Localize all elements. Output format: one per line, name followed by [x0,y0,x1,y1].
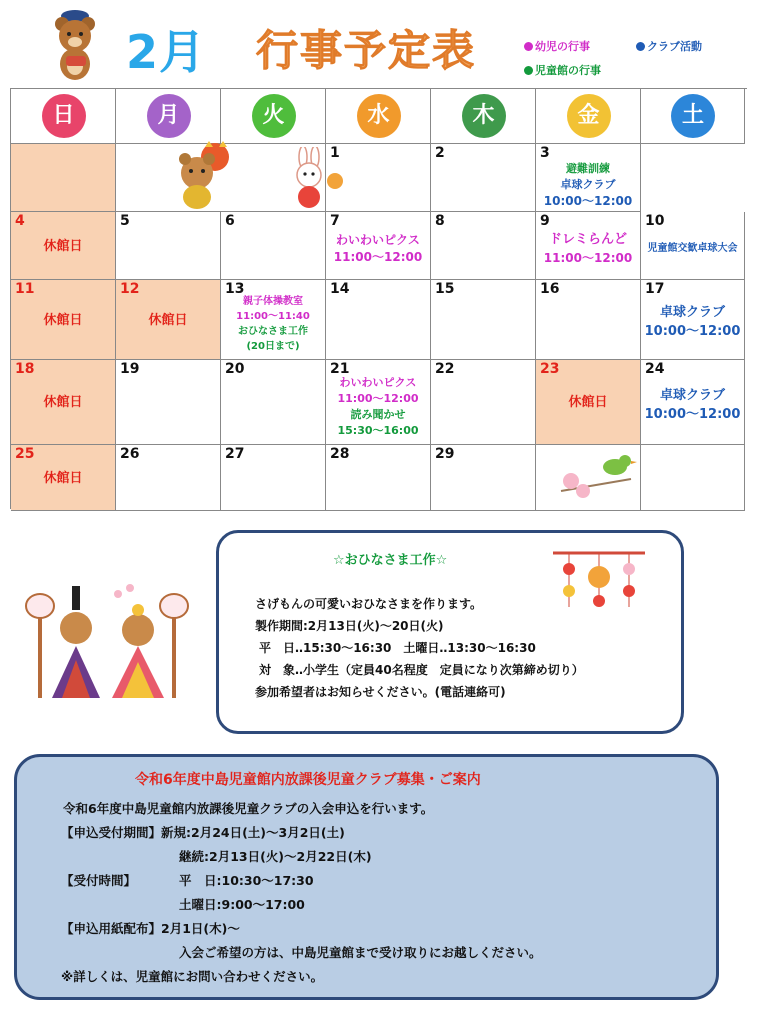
closed-day-label: 休館日 [43,395,83,410]
day-number: 1 [330,145,340,161]
day-number: 4 [15,213,25,229]
event-text: 読み聞かせ [350,408,406,421]
event-text: 10:00～12:00 [644,324,741,339]
day-number: 14 [330,281,350,297]
calendar-day-cell [326,212,431,280]
hina-contact-line: 参加希望者はお知らせください。(電話連絡可) [255,685,506,699]
calendar-day-cell [326,360,431,445]
calendar-day-cell [641,212,745,280]
day-number: 11 [15,281,35,297]
event-text: 卓球クラブ [560,178,616,191]
day-number: 6 [225,213,235,229]
day-number: 17 [645,281,665,297]
calendar-day-cell [221,212,326,280]
calendar-day-cell [536,360,641,445]
calendar-day-cell [536,144,641,212]
legend-dot-icon [524,42,533,51]
closed-day-label: 休館日 [43,238,83,254]
day-number: 23 [540,361,560,377]
calendar-day-cell [11,280,116,360]
hina-hours-line: 平 日‥15:30～16:30 土曜日‥13:30～16:30 [259,641,536,655]
oni-bear-illustration [167,141,247,211]
closed-day-label: 休館日 [148,312,188,328]
page-title: 行事予定表 [256,26,477,75]
event-text: 11:00～12:00 [543,251,633,265]
event-text: (20日まで) [246,341,300,352]
event-text: 親子体操教室 [243,296,303,307]
weekday-label: 月 [147,94,191,138]
event-text: 卓球クラブ [659,305,725,320]
event-text: 10:00～12:00 [644,406,741,422]
weekday-label: 木 [462,94,506,138]
calendar-day-cell [116,360,221,445]
club-hours-saturday-line: 土曜日:9:00～17:00 [179,897,305,912]
day-number: 19 [120,361,140,377]
club-form-line: 【申込用紙配布】2月1日(木)～ [61,921,240,936]
event-text: わいわいピクス [339,376,417,389]
weekday-header-cell [326,89,431,144]
calendar-day-cell [326,280,431,360]
legend-dot-icon [636,42,645,51]
hina-workshop-panel [216,530,684,734]
calendar-day-cell [221,360,326,445]
event-text: 15:30～16:00 [337,424,419,437]
day-number: 21 [330,361,350,377]
weekday-label: 金 [567,94,611,138]
day-number: 9 [540,213,550,229]
calendar-day-cell [326,445,431,511]
calendar-day-cell [431,212,536,280]
calendar-day-cell [641,280,745,360]
day-number: 22 [435,361,455,377]
legend-item-center: 児童館の行事 [524,62,601,78]
club-note-line: ※詳しくは、児童館にお問い合わせください。 [61,969,324,984]
weekday-header-cell [11,89,116,144]
hina-target-line: 対 象‥小学生（定員40名程度 定員になり次第締め切り） [259,663,584,677]
calendar-day-cell [221,445,326,511]
club-hours-label: 【受付時間】 [61,873,137,888]
club-title: 令和6年度中島児童館内放課後児童クラブ募集・ご案内 [135,772,481,788]
day-number: 16 [540,281,560,297]
weekday-header-cell [431,89,536,144]
event-text: 11:00～11:40 [236,311,310,322]
weekday-header-cell [536,89,641,144]
calendar-day-cell [431,445,536,511]
day-number: 8 [435,213,445,229]
event-text: おひなさま工作 [238,326,308,337]
weekday-header-cell [221,89,326,144]
day-number: 24 [645,361,665,377]
club-period-continue-line: 継続:2月13日(火)～2月22日(木) [179,849,372,864]
calendar-day-cell [641,360,745,445]
club-period-new-line: 【申込受付期間】新規:2月24日(土)～3月2日(土) [61,825,345,840]
calendar-day-cell [11,445,116,511]
calendar-day-cell [116,280,221,360]
closed-day-label: 休館日 [43,470,83,486]
day-number: 27 [225,446,245,462]
event-text: 11:00～12:00 [337,392,419,405]
club-form-pickup-line: 入会ご希望の方は、中島児童館まで受け取りにお越しください。 [179,945,542,960]
day-number: 7 [330,213,340,229]
event-text: ドレミらんど [548,232,627,247]
weekday-header-cell [641,89,745,144]
legend-item-club: クラブ活動 [636,38,702,54]
bear-mascot-illustration [50,10,100,84]
legend-dot-icon [524,66,533,75]
day-number: 5 [120,213,130,229]
calendar-day-cell [431,360,536,445]
calendar-day-cell [11,144,116,212]
sagemon-decoration-illustration [549,547,649,613]
event-text: 避難訓練 [566,162,610,175]
club-hours-weekday-line: 平 日:10:30～17:30 [179,873,314,888]
hina-period-line: 製作期間:2月13日(火)～20日(火) [255,619,444,633]
day-number: 2 [435,145,445,161]
event-text: 児童館交歓卓球大会 [647,242,738,254]
day-number: 15 [435,281,455,297]
bird-blossom-illustration [551,447,641,503]
weekday-header-cell [116,89,221,144]
day-number: 12 [120,281,140,297]
weekday-label: 日 [42,94,86,138]
weekday-label: 水 [357,94,401,138]
weekday-label: 火 [252,94,296,138]
calendar-day-cell [11,360,116,445]
day-number: 13 [225,281,245,297]
calendar-day-cell [11,212,116,280]
day-number: 25 [15,446,35,462]
hina-desc-line: さげもんの可愛いおひなさまを作ります。 [255,597,483,611]
event-calendar [10,88,747,509]
day-number: 18 [15,361,35,377]
day-number: 3 [540,145,550,161]
legend-item-toddler: 幼児の行事 [524,38,590,54]
club-intro-line: 令和6年度中島児童館内放課後児童クラブの入会申込を行います。 [63,801,434,816]
calendar-day-cell [536,212,641,280]
calendar-day-cell [116,445,221,511]
calendar-day-cell [431,144,536,212]
day-number: 29 [435,446,455,462]
closed-day-label: 休館日 [568,395,608,410]
month-title: 2月 [126,25,207,79]
calendar-day-cell [536,280,641,360]
weekday-label: 土 [671,94,715,138]
closed-day-label: 休館日 [43,312,83,328]
calendar-day-cell [116,212,221,280]
day-number: 26 [120,446,140,462]
hina-workshop-title: ☆おひなさま工作☆ [333,553,448,568]
event-text: 10:00～12:00 [543,194,633,208]
event-text: 卓球クラブ [659,387,725,403]
rabbit-illustration [281,147,351,211]
calendar-day-cell [431,280,536,360]
event-text: わいわいピクス [336,233,420,247]
calendar-day-cell [221,280,326,360]
day-number: 28 [330,446,350,462]
hina-dolls-illustration [22,580,194,704]
calendar-day-cell [641,445,745,511]
event-text: 11:00～12:00 [333,250,423,264]
day-number: 10 [645,213,665,229]
day-number: 20 [225,361,245,377]
after-school-club-panel [14,754,719,1000]
